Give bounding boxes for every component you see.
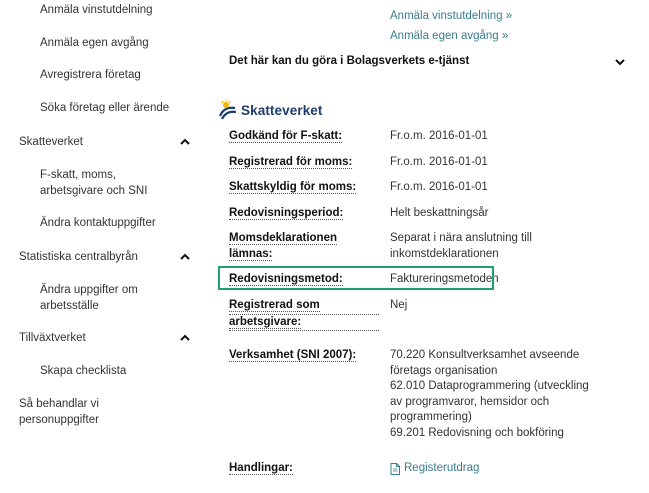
chevron-up-icon <box>178 250 192 264</box>
field-label[interactable]: Verksamhet (SNI 2007): <box>229 349 357 361</box>
sidebar-item-label: personuppgifter <box>19 413 99 426</box>
document-icon <box>390 463 400 475</box>
double-chevron-right-icon: » <box>501 30 509 42</box>
skatteverket-logo <box>218 99 323 121</box>
field-value: Faktureringsmetoden <box>390 273 499 285</box>
link-label: Anmäla vinstutdelning <box>390 10 503 22</box>
field-label[interactable]: Momsdeklarationen lämnas: <box>229 232 337 260</box>
highlight-box-redovisningsmetod <box>218 266 494 290</box>
logo-text: Skatteverket <box>241 102 323 118</box>
sidebar-section-skatteverket[interactable] <box>19 135 194 151</box>
sidebar-section-scb[interactable] <box>19 250 194 266</box>
field-value: Helt beskattningsår <box>390 207 489 219</box>
sidebar-item-label: arbetsgivare och SNI <box>40 184 148 197</box>
sidebar-item-label: F-skatt, moms, <box>40 169 117 181</box>
field-value: 70.220 Konsultverksamhet avseende företags organisation 62.010 Dataprogrammering (utveckling av programvaror, hemsidor och programmering) 69.201 Redovisning och bokföring <box>390 349 589 439</box>
field-value <box>390 461 570 480</box>
link-label: Registerutdrag <box>404 462 480 474</box>
sidebar-item-label: Ändra uppgifter om <box>40 284 138 296</box>
sidebar-item-label: arbetsställe <box>40 299 99 312</box>
sidebar-item-soka-foretag[interactable]: Söka företag eller ärende <box>40 102 170 114</box>
sidebar-item-anmala-vinstutdelning[interactable]: Anmäla vinstutdelning <box>40 4 153 16</box>
sidebar-item-skapa-checklista[interactable]: Skapa checklista <box>40 365 127 377</box>
sidebar-item-f-skatt-moms[interactable] <box>40 168 147 199</box>
field-label[interactable]: Handlingar: <box>229 462 293 474</box>
section-header-bolagsverket[interactable] <box>229 55 627 67</box>
chevron-up-icon <box>178 331 192 345</box>
sidebar-item-personuppgifter[interactable] <box>19 397 99 428</box>
sidebar-section-title: Tillväxtverket <box>19 332 86 344</box>
field-value: Separat i nära anslutning till inkomstdeklarationen <box>390 232 532 260</box>
link-anmala-egen-avgang[interactable] <box>390 30 508 42</box>
double-chevron-right-icon: » <box>505 10 513 22</box>
field-value: Fr.o.m. 2016-01-01 <box>390 130 488 142</box>
sidebar-section-title: Skatteverket <box>19 136 83 148</box>
field-label[interactable]: Redovisningsperiod: <box>229 207 344 219</box>
sidebar-item-andra-uppgifter-arbetsstalle[interactable] <box>40 283 138 314</box>
section-title: Det här kan du göra i Bolagsverkets e-tjänst <box>229 55 470 67</box>
link-anmala-vinstutdelning[interactable] <box>390 10 512 22</box>
registerutdrag-link[interactable] <box>390 461 479 477</box>
chevron-down-icon <box>613 55 627 69</box>
field-label[interactable]: Registrerad för moms: <box>229 156 353 168</box>
sidebar-item-anmala-egen-avgang[interactable]: Anmäla egen avgång <box>40 37 149 49</box>
field-value: Nej <box>390 299 408 311</box>
field-label[interactable]: Godkänd för F-skatt: <box>229 130 343 142</box>
sidebar-item-andra-kontaktuppgifter[interactable]: Ändra kontaktuppgifter <box>40 217 156 229</box>
sidebar-item-avregistrera-foretag[interactable]: Avregistrera företag <box>40 69 141 81</box>
link-label: Anmäla egen avgång <box>390 30 499 42</box>
field-label[interactable]: Registrerad som arbetsgivare: <box>229 298 379 331</box>
sidebar-item-label: Så behandlar vi <box>19 398 99 410</box>
sidebar-section-tillvaxtverket[interactable] <box>19 331 194 347</box>
field-value: Fr.o.m. 2016-01-01 <box>390 156 488 168</box>
skatteverket-logo-icon <box>218 100 238 120</box>
field-value: Fr.o.m. 2016-01-01 <box>390 181 488 193</box>
field-label[interactable]: Redovisningsmetod: <box>229 273 343 285</box>
chevron-up-icon <box>178 135 192 149</box>
sidebar-section-title: Statistiska centralbyrån <box>19 251 138 263</box>
field-label[interactable]: Skattskyldig för moms: <box>229 181 357 193</box>
